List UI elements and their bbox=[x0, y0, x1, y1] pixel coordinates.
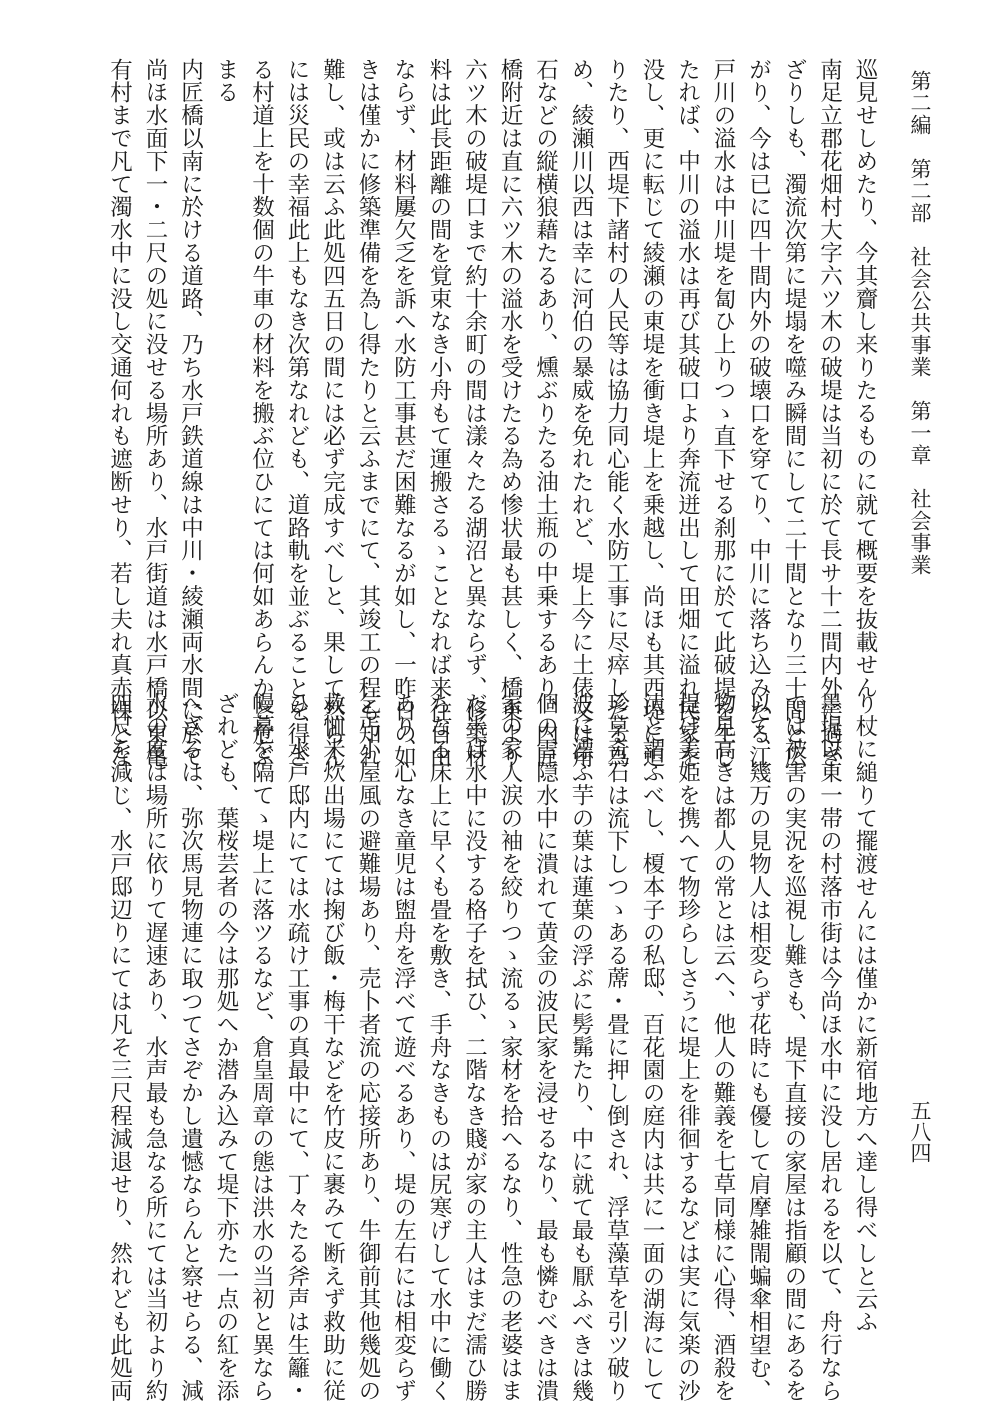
text-line: 汰と謂ふべし、榎本子の私邸、百花園の庭内は共に一面の湖海にして bbox=[639, 692, 665, 1402]
text-line: 戸川の溢水は中川堤を匐ひ上りつゝ直下せる刹那に於て此破堤を生じ bbox=[710, 58, 736, 768]
text-line: 料は此長距離の間を覚束なき小舟もて運搬さるゝことなれば来往自由 bbox=[426, 58, 452, 768]
text-line: 有村まで凡て濁水中に没し交通何れも遮断せり、若し夫れ真赤裸とな bbox=[106, 58, 133, 768]
text-line: 尚ほ水面下一・二尺の処に没せる場所あり、水戸街道は水戸橋以東亀 bbox=[142, 58, 168, 768]
text-line: 南足立郡花畑村大字六ツ木の破堤は当初に於て長サ十二間内外に過ぎ bbox=[816, 58, 843, 768]
text-line: 救恤米炊出場にては掬び飯・梅干などを竹皮に裹みて断えず救助に従 bbox=[319, 692, 346, 1402]
running-header: 第二編 第二部 社会公共事業 第一章 社会事業 bbox=[908, 70, 932, 576]
text-line: 四尺を減じ、水戸邸辺りにては凡そ三尺程減退せり、然れども此処両 bbox=[106, 692, 133, 1402]
text-line: あり、心なき童児は盥舟を浮べて遊べるあり、堤の左右には相変らず bbox=[390, 692, 417, 1402]
text-line: 難し、或は云ふ此処四五日の間には必ず完成すべしと、果して然らん bbox=[319, 58, 346, 768]
text-line: 幔幕を隔てゝ堤上に落ツるなど、倉皇周章の態は洪水の当初と異なら bbox=[248, 692, 275, 1402]
text-line: だ半ば水中に没する格子を拭ひ、二階なき賤が家の主人はまだ濡ひ勝 bbox=[461, 692, 488, 1402]
text-line: まる bbox=[213, 58, 239, 104]
text-line: 六ツ木の破堤口まで約十余町の間は漾々たる湖沼と異ならず、修築材 bbox=[461, 58, 488, 768]
text-line: 橋附近は直に六ツ木の溢水を受けたる為め惨状最も甚しく、橋東より bbox=[497, 58, 523, 768]
text-line: 巡見せしめたり、今其齎し来りたるものに就て概要を抜載せん bbox=[852, 58, 878, 700]
text-line: 波に漂ふ芋の葉は蓮葉の浮ぶに髣髴たり、中に就て最も厭ふべきは幾 bbox=[568, 692, 594, 1402]
page-number: 五八四 bbox=[908, 1100, 932, 1163]
text-line: ざりしも、濁流次第に堤塌を噬み瞬間にして二十間となり三十間と広 bbox=[781, 58, 807, 768]
text-line: きは僅かに修築準備を為し得たりと云ふまでにて、其竣工の程も知れ bbox=[355, 58, 381, 768]
text-line: 珍草奇石は流下しつゝある蓆・畳に押し倒され、浮草藻草を引ツ破り bbox=[603, 692, 630, 1402]
text-line: りたり、西堤下諸村の人民等は協力同心能く水防工事に尽瘁したる為 bbox=[603, 58, 630, 768]
text-line: 内匠橋以南に於ける道路、乃ち水戸鉄道線は中川・綾瀬両水間に於て bbox=[177, 58, 204, 768]
text-line: ざれども、葉桜芸者の今は那処へか潜み込みて堤下亦た一点の紅を添 bbox=[213, 692, 239, 1402]
text-line: では被害の実況を巡視し難きも、堤下直接の家屋は指顧の間にあるを bbox=[781, 692, 807, 1402]
text-line: 提げ美姫を携へて物珍らしさうに堤上を徘徊するなどは実に気楽の沙 bbox=[674, 692, 701, 1402]
text-line: 水の度は場所に依りて遅速あり、水声最も急なる所にては当初より約 bbox=[142, 692, 168, 1402]
text-line: には災民の幸福此上もなき次第なれども、道路軌を並ぶることを得ざ bbox=[284, 58, 310, 768]
text-line: め、綾瀬川以西は幸に河伯の暴威を免れたれど、堤上今に土俵又は角 bbox=[568, 58, 594, 768]
text-line: ちなる床上に早くも畳を敷き、手舟なきものは尻寒げして水中に働く bbox=[426, 692, 452, 1402]
text-line: 家の家人涙の袖を絞りつゝ流るゝ家材を拾へるなり、性急の老婆はま bbox=[497, 692, 523, 1402]
text-line: 個の雪隠水中に潰れて黄金の波民家を浸せるなり、最も憐むべきは潰 bbox=[532, 692, 559, 1402]
text-line: 石などの縦横狼藉たるあり、燻ぶりたる油土瓶の中乗するあり、内匠 bbox=[532, 58, 559, 768]
text-line: る村道上を十数個の牛車の材料を搬ぶ位ひにては何如あらんかと危ぶ bbox=[248, 58, 275, 768]
text-line: り杖に縋りて擺渡せんには僅かに新宿地方へ達し得べしと云ふ bbox=[852, 692, 878, 1334]
text-line: がり、今は已に四十間内外の破壊口を穿てり、中川に落ち込みたる江 bbox=[745, 58, 772, 768]
text-block-lower bbox=[106, 692, 882, 1402]
text-line: ならず、材料屢欠乏を訴へ水防工事甚だ困難なるが如し、一昨日の如 bbox=[390, 58, 417, 768]
text-line: へざるは、弥次馬見物連に取つてさぞかし遺憾ならんと察せらる、減 bbox=[177, 692, 204, 1402]
text-block-upper bbox=[106, 58, 882, 768]
text-line: たれば、中川の溢水は再び其破口より奔流迸出して田畑に溢れ民家を bbox=[674, 58, 701, 768]
text-line: 物見高きは都人の常とは云へ、他人の難義を七草同様に心得、酒殺を bbox=[710, 692, 736, 1402]
text-line: 墨堤以東一帯の村落市街は今尚ほ水中に没し居れるを以て、舟行なら bbox=[816, 692, 843, 1402]
text-line: 没し、更に転じて綾瀬の東堤を衝き堤上を乗越し、尚ほも其西堤に迫 bbox=[639, 58, 665, 768]
text-line: ひ、水戸邸内にては水疏け工事の真最中にて、丁々たる斧声は生籬・ bbox=[284, 692, 310, 1402]
text-line: 乞丐小屋風の避難場あり、売卜者流の応接所あり、牛御前其他幾処の bbox=[355, 692, 381, 1402]
text-line: 以て、幾万の見物人は相変らず花時にも優して肩摩雑閙蝙傘相望む、 bbox=[745, 692, 772, 1402]
